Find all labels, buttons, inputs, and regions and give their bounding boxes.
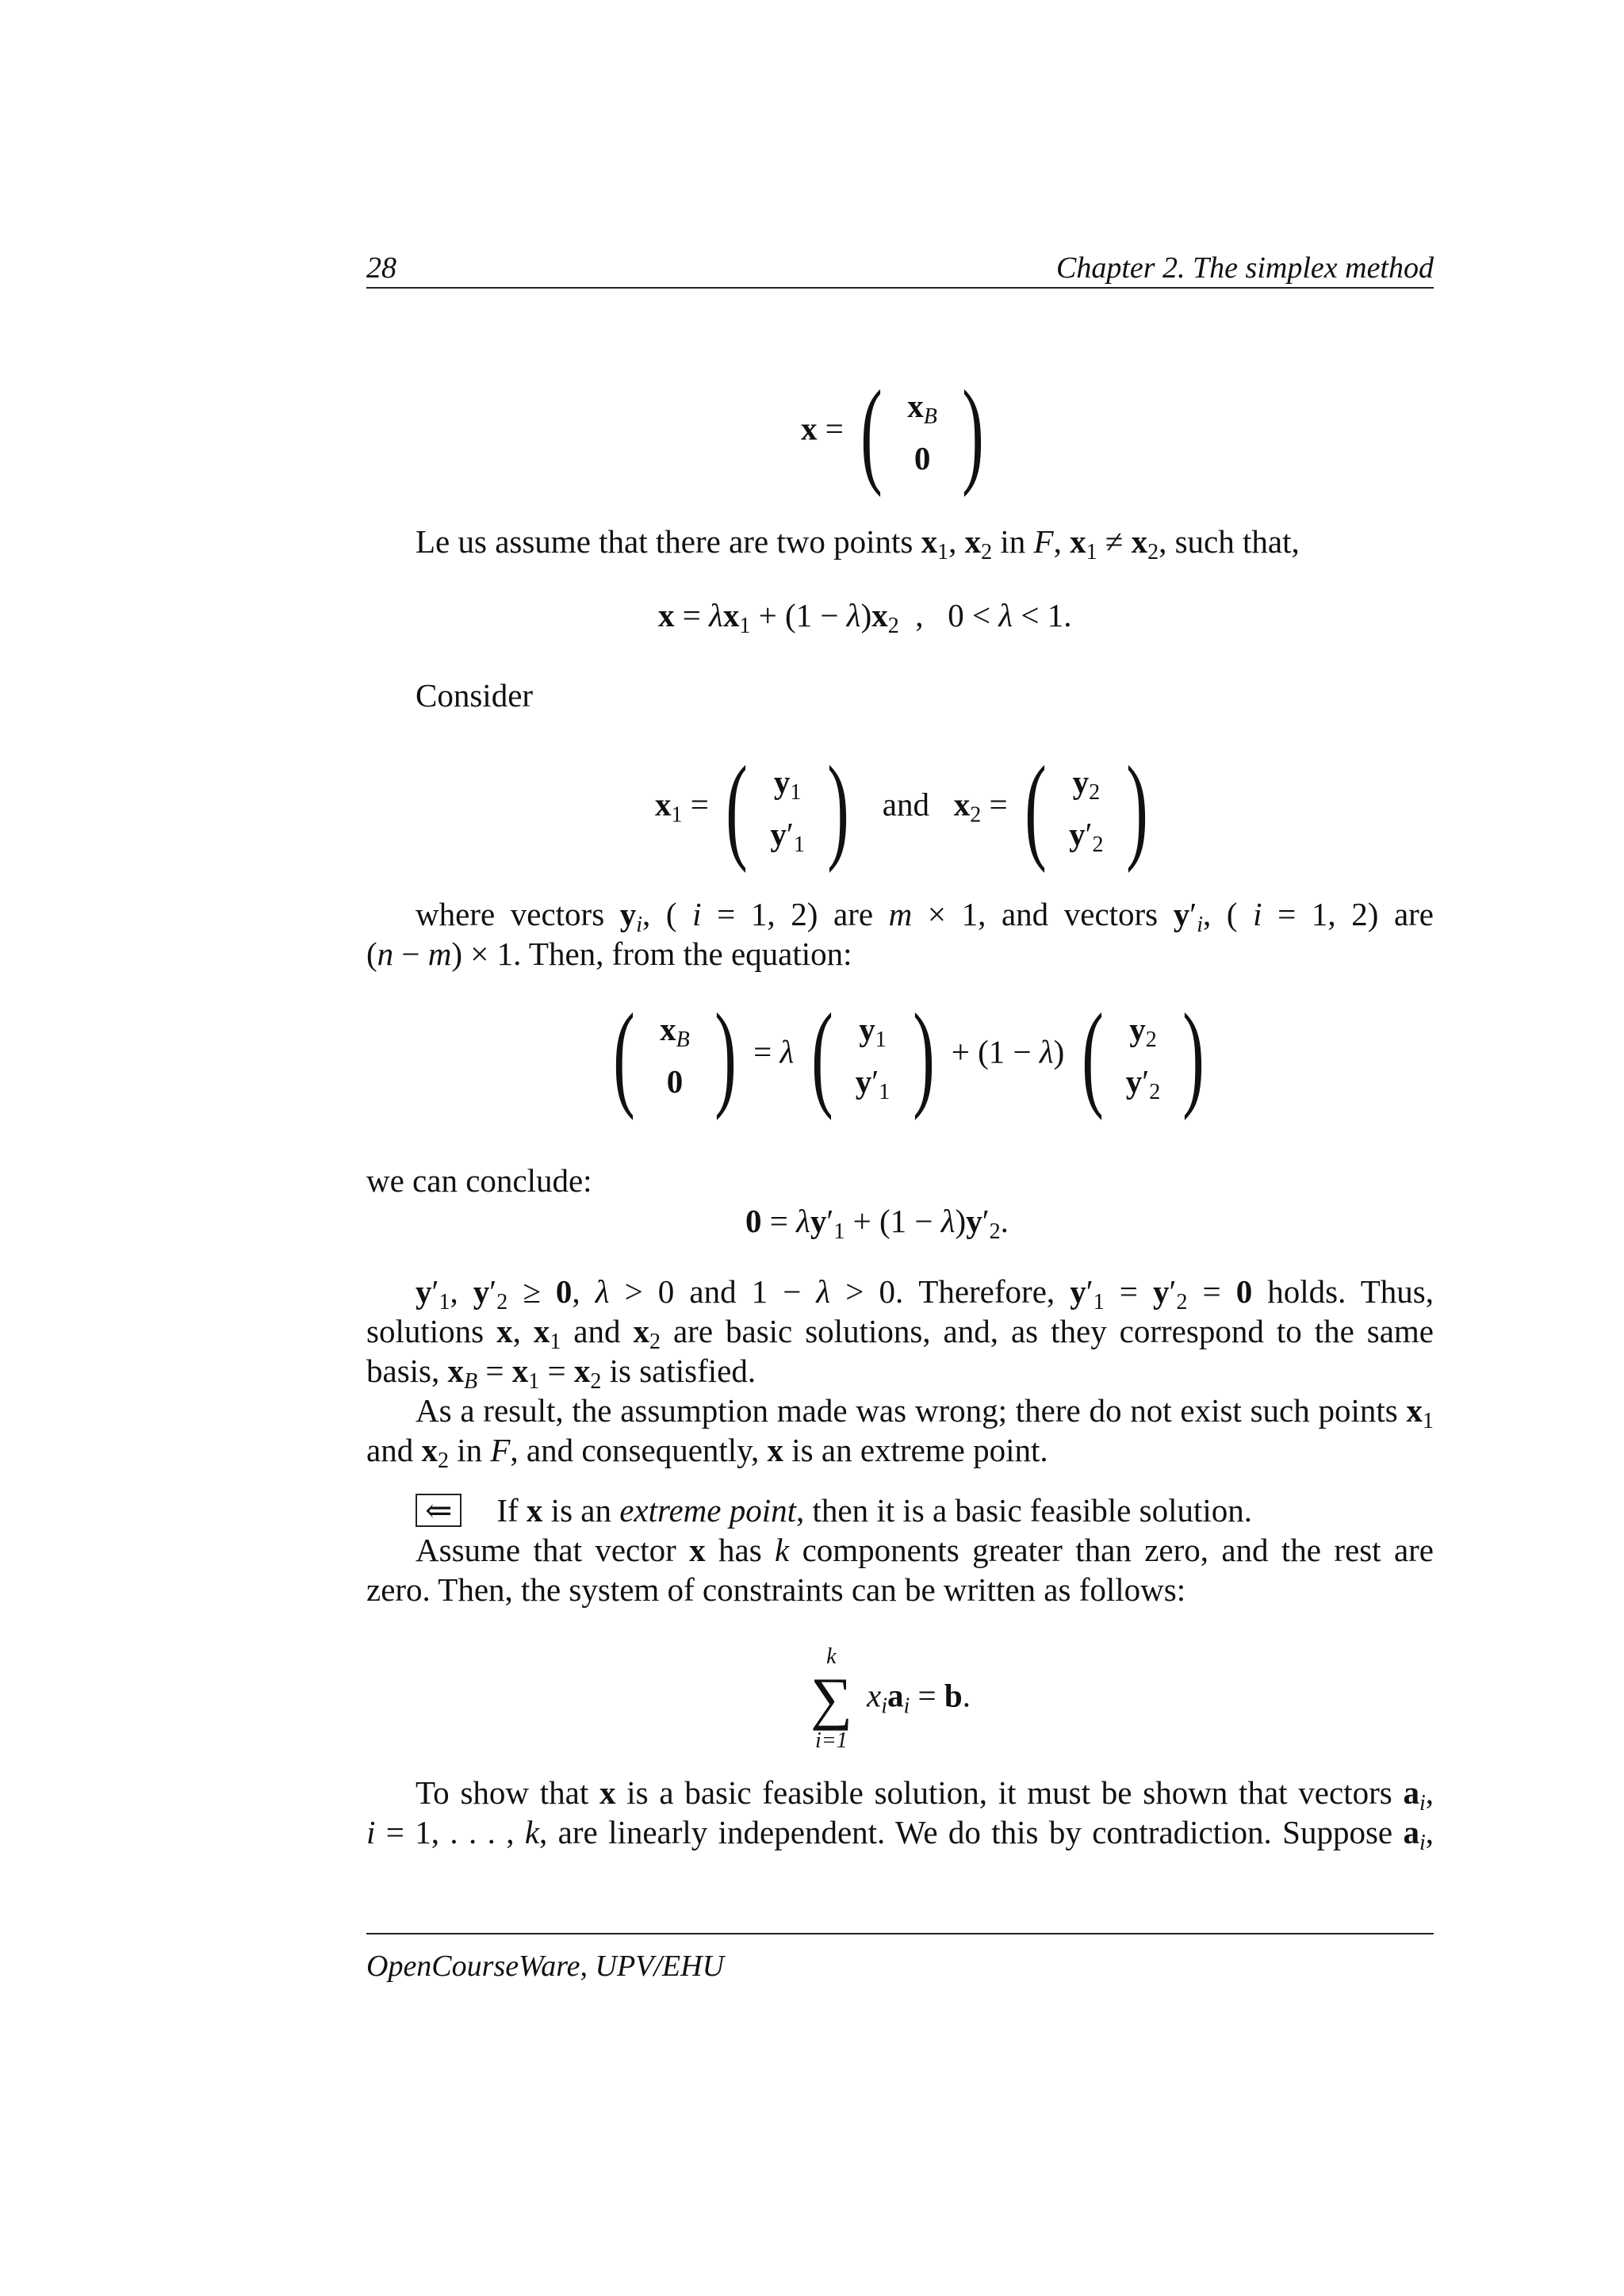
- paragraph-implication: ⇐ If x is an extreme point, then it is a basic feasible solution. Assume that vector x has k components greater than zero, and the rest are zero. Then, the system of constraints can be written as follows:: [366, 1492, 1434, 1608]
- paragraph-conclude: we can conclude:: [366, 1162, 592, 1199]
- paragraph-consider: Consider: [416, 677, 534, 714]
- summation-sign: k ∑ i=1: [810, 1644, 852, 1753]
- paragraph-where: where vectors $y_i$, ( i = 1, 2) are m × 1, and vectors $y'_i$, ( i = 1, 2) are (n − m) × 1. Then, from the equation:: [366, 896, 1434, 972]
- paragraph-therefore: $y'_1$, $y'_2 \ge 0$, λ > 0 and 1 − λ > 0. Therefore, $y'_1 = y'_2 = 0$ holds. Thus, solutions x, $x_1$ and $x_2$ are basic solutions, and, as they correspond to the same basis, $x_B = x_1 = x_2$ is satisfied. As a result, the assumption made was wrong; there do not exist such points $x_1$ and $x_2$ in F, and consequently, x is an extreme point.: [366, 1273, 1434, 1473]
- equation-x-partition: x = ( $x_B$ 0 ): [801, 366, 984, 498]
- equation-x1-x2-partition: $x_1$ = ( $y_1$ $y'_1$ ) and $x_2$ = ( $y_2$ $y'_2$ ): [655, 742, 1148, 874]
- footer: OpenCourseWare, UPV/EHU: [366, 1933, 1434, 1984]
- implication-box: ⇐: [416, 1494, 462, 1527]
- chapter-title: Chapter 2. The simplex method: [1055, 251, 1434, 285]
- equation-summation: k ∑ i=1 $x_ia_i = b$.: [810, 1644, 971, 1753]
- running-header: [366, 247, 1434, 289]
- page-number: 28: [366, 251, 396, 285]
- equation-vector-combination: ( $x_B$ 0 ) = λ ( $y_1$ $y'_1$ ) + (1 − λ) ( $y_2$ $y'_2$ ): [613, 989, 1205, 1121]
- equation-convex-combination: $x = \lambda x_1 + (1 - \lambda)x_2$ , 0 < λ < 1.: [658, 597, 1072, 638]
- and-word: and: [882, 786, 929, 823]
- paragraph-assume: Le us assume that there are two points $x_1$, $x_2$ in F, $x_1 \ne x_2$, such that,: [416, 523, 1300, 564]
- paragraph-show: To show that x is a basic feasible solution, it must be shown that vectors $a_i$, i = 1, . . . , k, are linearly independent. We do this by contradiction. Suppose $a_i$,: [366, 1774, 1434, 1855]
- equation-zero: $0 = \lambda y'_1 + (1 - \lambda)y'_2$.: [745, 1203, 1009, 1244]
